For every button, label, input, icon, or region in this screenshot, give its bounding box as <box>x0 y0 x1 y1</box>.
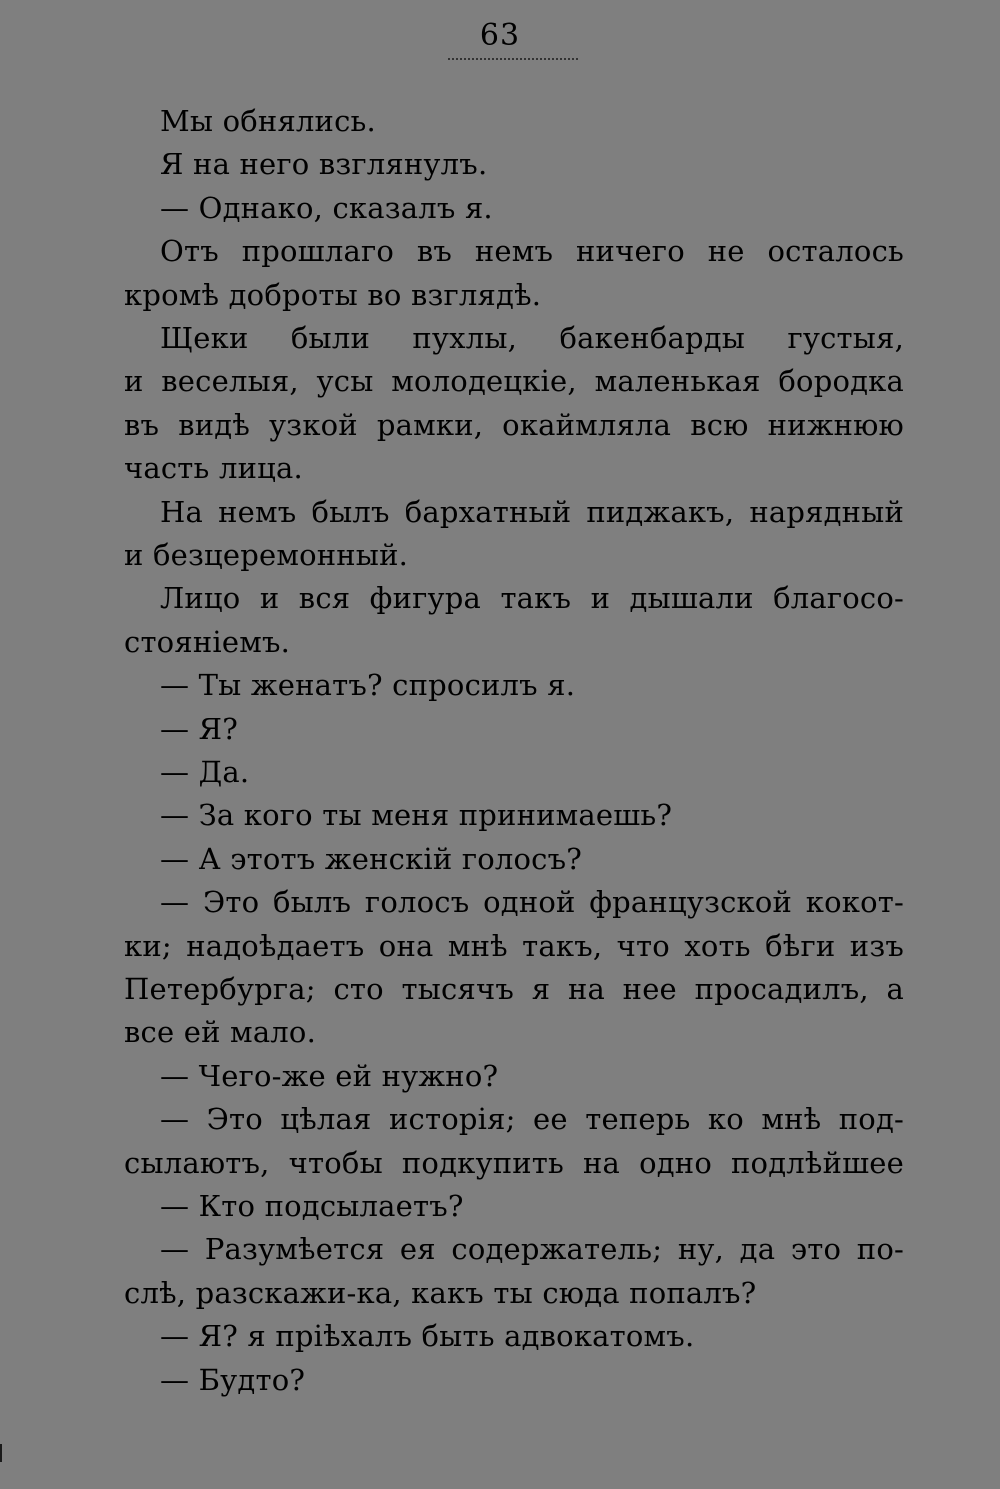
text-line: Я на него взглянулъ. <box>160 147 488 182</box>
text-line: Мы обнялись. <box>160 104 376 138</box>
text-line: — Это былъ голосъ одной французской кокот- <box>160 885 904 920</box>
text-line: — Однако, сказалъ я. <box>160 190 493 225</box>
page-text <box>124 100 904 1402</box>
text-line: — Это цѣлая исторія; ее теперь ко мнѣ под- <box>160 1102 904 1137</box>
text-line: ки; надоѣдаетъ она мнѣ такъ, что хоть бѣги изъ <box>124 928 904 963</box>
text-line: — Да. <box>160 755 250 789</box>
text-line: стояніемъ. <box>124 624 291 659</box>
text-line: кромѣ доброты во взглядѣ. <box>124 277 542 312</box>
text-line: — Будто? <box>160 1362 306 1397</box>
text-line: Щеки были пухлы, бакенбарды густыя, <box>160 321 904 356</box>
text-line: — Разумѣется ея содержатель; ну, да это по- <box>160 1232 904 1267</box>
text-line: Петербурга; сто тысячъ я на нее просадилъ, а <box>124 972 904 1006</box>
text-line: — Я? <box>160 711 238 746</box>
text-line: все ей мало. <box>124 1015 317 1050</box>
text-line: — Кто подсылаетъ? <box>160 1188 464 1223</box>
text-line: — Я? я пріѣхалъ быть адвокатомъ. <box>160 1319 695 1354</box>
text-line: — Ты женатъ? спросилъ я. <box>160 668 576 703</box>
text-line: Лицо и вся фигура такъ и дышали благосо- <box>160 581 904 616</box>
header-rule <box>448 58 578 60</box>
margin-mark <box>0 1444 2 1462</box>
text-line: сылаютъ, чтобы подкупить на одно подлѣйшее <box>124 1145 904 1180</box>
text-line: часть лица. <box>124 451 303 486</box>
text-line: и безцеремонный. <box>124 537 409 572</box>
text-line: въ видѣ узкой рамки, окаймляла всю нижнюю <box>124 407 904 442</box>
text-line: — За кого ты меня принимаешь? <box>160 798 673 833</box>
text-line: На немъ былъ бархатный пиджакъ, нарядный <box>160 494 904 529</box>
text-line: слѣ, разскажи-ка, какъ ты сюда попалъ? <box>124 1275 757 1310</box>
page-number: 63 <box>479 18 521 53</box>
text-line: Отъ прошлаго въ немъ ничего не осталось <box>160 234 904 269</box>
text-line: и веселыя, усы молодецкіе, маленькая бородка <box>124 364 904 399</box>
text-line: — А этотъ женскій голосъ? <box>160 841 582 876</box>
text-line: — Чего-же ей нужно? <box>160 1058 499 1093</box>
